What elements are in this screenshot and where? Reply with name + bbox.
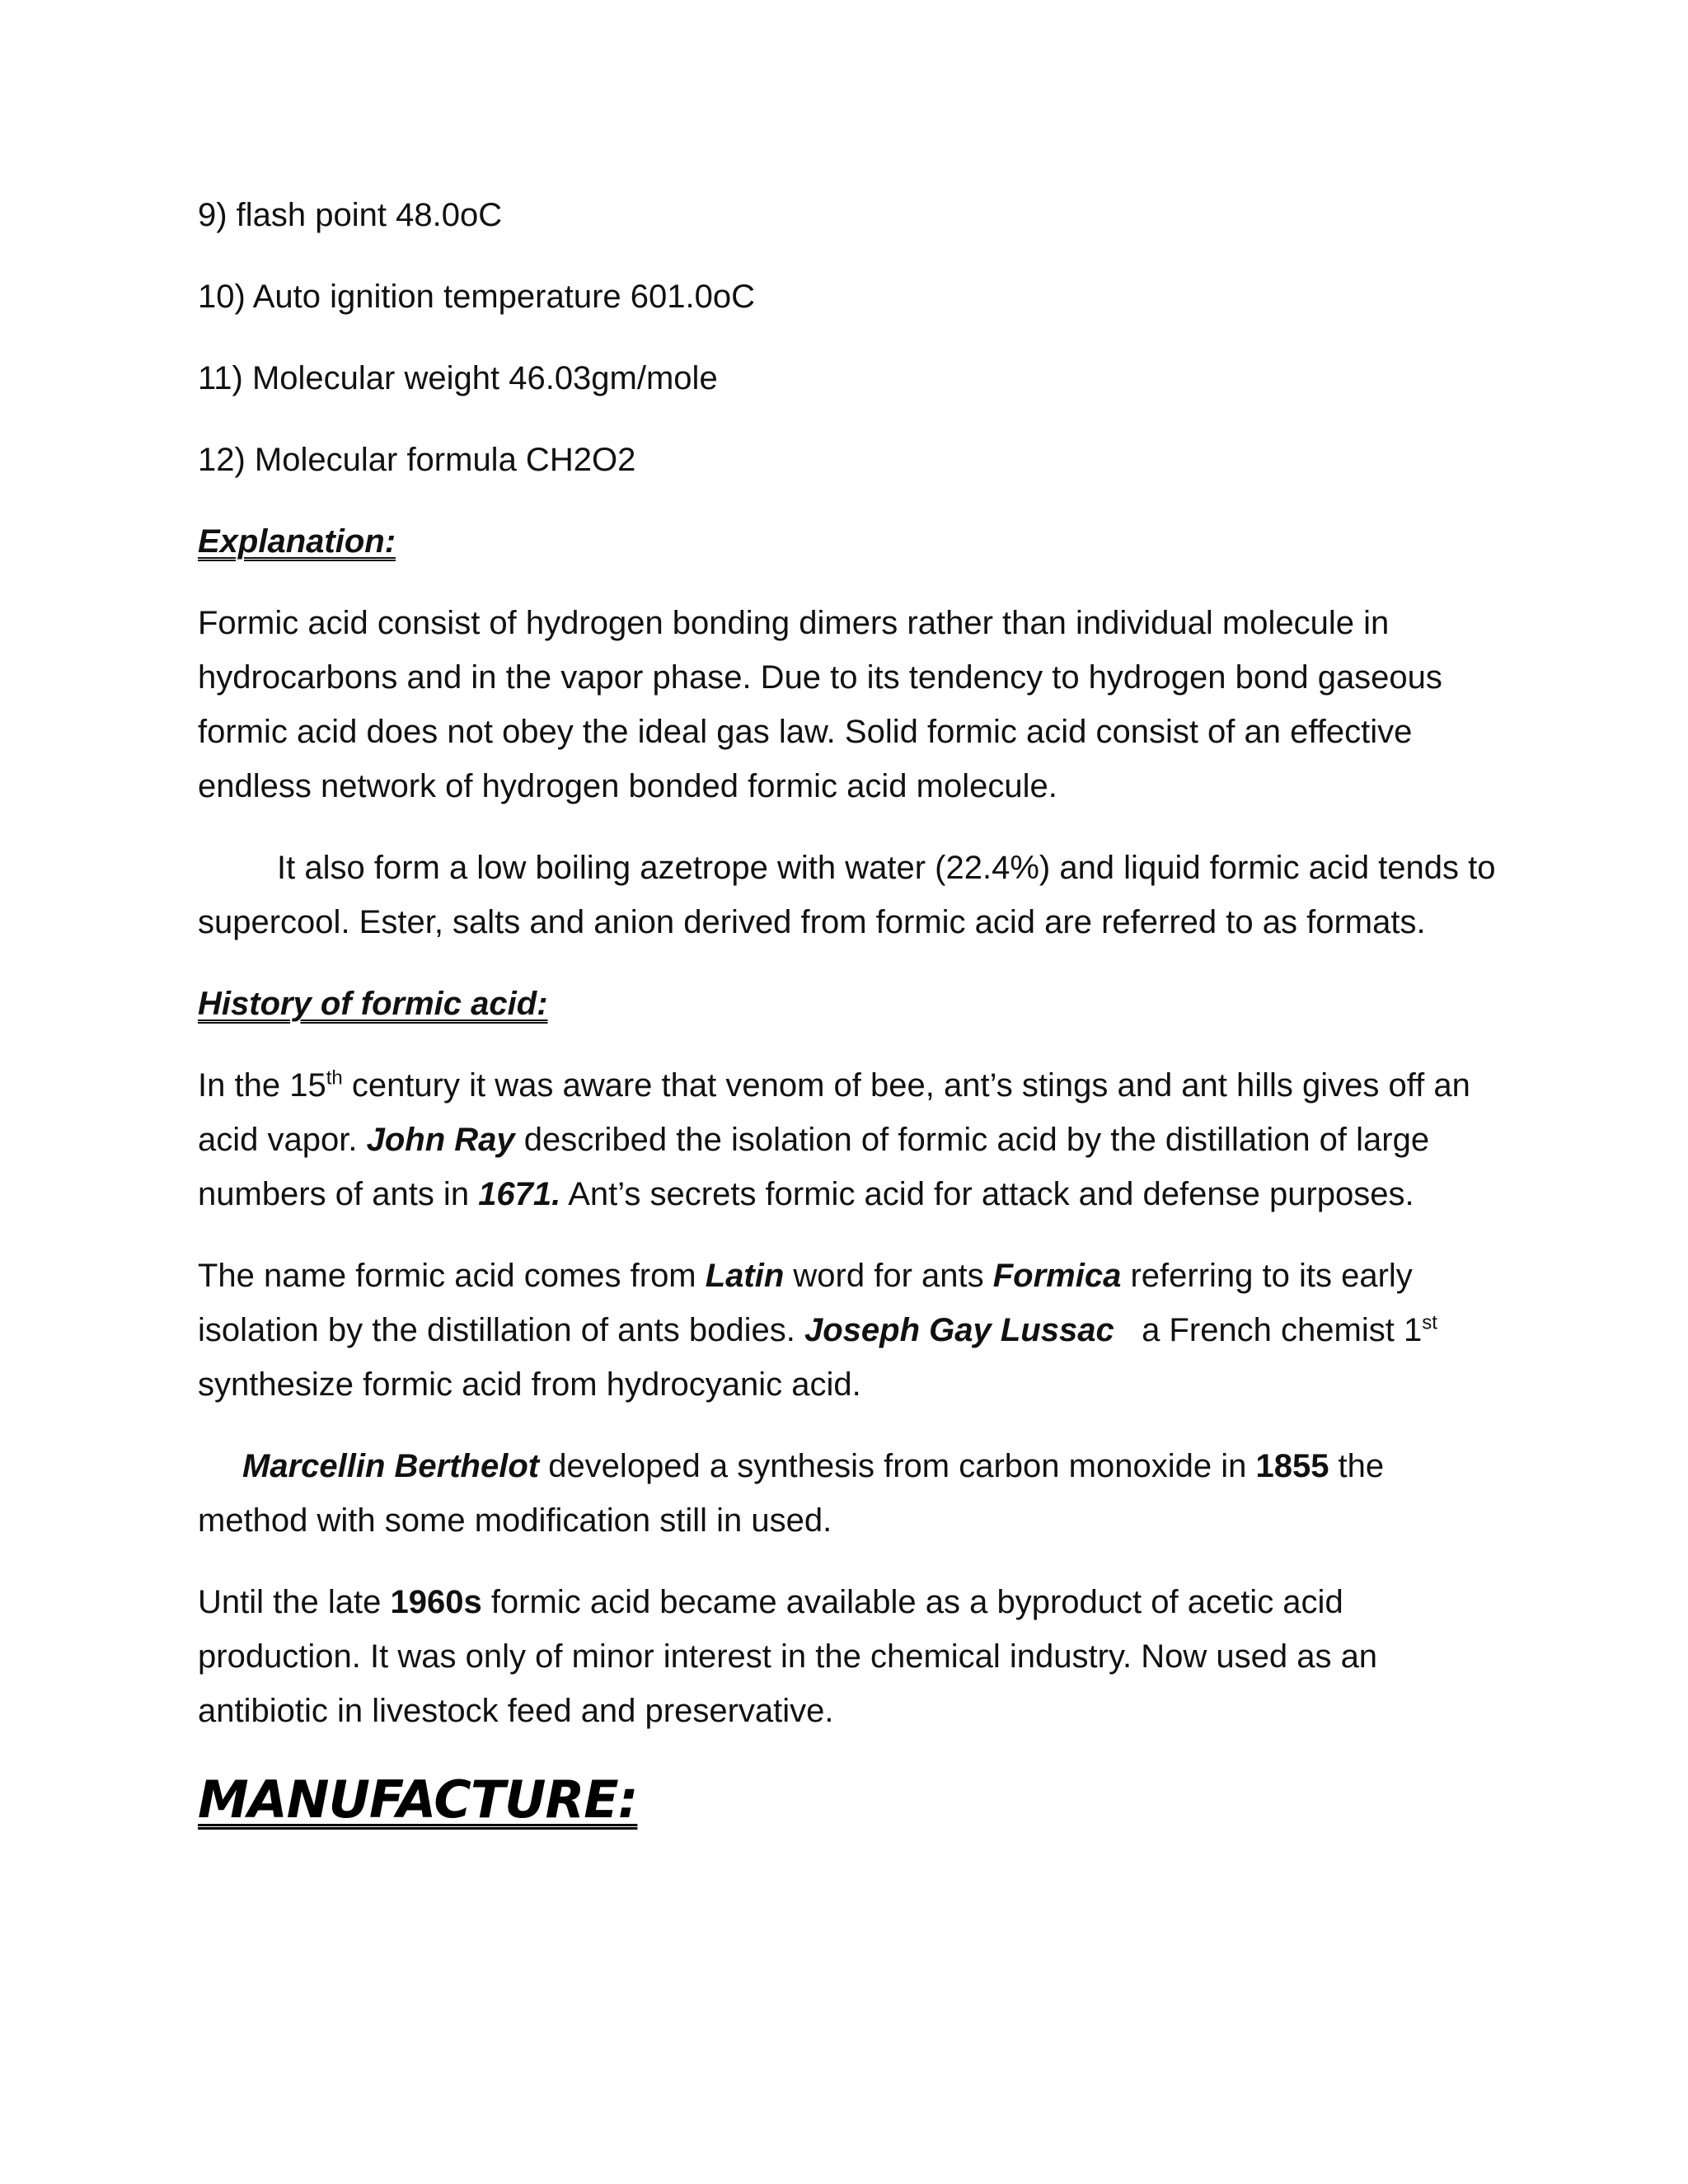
text-run: described the isolation of formic acid by the distillation of large numbers of ants in <box>198 1122 1430 1212</box>
explanation-heading: Explanation: <box>198 523 396 560</box>
property-molecular-formula: 12) Molecular formula CH2O2 <box>198 442 636 478</box>
text-run: developed a synthesis from carbon monoxide in <box>539 1448 1256 1484</box>
year: 1960s <box>390 1584 482 1620</box>
history-heading: History of formic acid: <box>198 986 548 1022</box>
person-name: Joseph Gay Lussac <box>804 1312 1114 1348</box>
text-run: Until the late <box>198 1584 391 1620</box>
year: 1671. <box>478 1176 561 1212</box>
text-run: century it was aware that venom of bee, ant’s stings and ant hills gives off an acid vapor. <box>198 1067 1470 1158</box>
person-name: Marcellin Berthelot <box>242 1448 540 1484</box>
emphasis-latin: Latin <box>705 1258 785 1294</box>
property-auto-ignition: 10) Auto ignition temperature 601.0oC <box>198 279 755 315</box>
history-paragraph-4 <box>198 1575 1500 1738</box>
property-molecular-weight: 11) Molecular weight 46.03gm/mole <box>198 360 718 396</box>
emphasis-formica: Formica <box>992 1258 1122 1294</box>
superscript: th <box>326 1066 343 1090</box>
explanation-paragraph-2: It also form a low boiling azetrope with water (22.4%) and liquid formic acid tends to supercool. Ester, salts and anion derived from formic acid are referred to as formats. <box>198 850 1496 940</box>
document-page <box>198 188 1500 1862</box>
text-run: formic acid became available as a byproduct of acetic acid production. It was only of minor interest in the chemical industry. Now used as an antibiotic in livestock feed and preservative. <box>198 1584 1378 1729</box>
text-run: Ant’s secrets formic acid for attack and defense purposes. <box>560 1176 1414 1212</box>
manufacture-heading: MANUFACTURE: <box>198 1769 638 1830</box>
year: 1855 <box>1255 1448 1329 1484</box>
history-paragraph-2 <box>198 1249 1500 1412</box>
text-run: In the 15 <box>198 1067 326 1104</box>
property-flash-point: 9) flash point 48.0oC <box>198 197 503 233</box>
explanation-paragraph-1: Formic acid consist of hydrogen bonding dimers rather than individual molecule in hydrocarbons and in the vapor phase. Due to its tendency to hydrogen bond gaseous formic acid does not obey the ideal gas law. Solid formic acid consist of an effective endless network of hydrogen bonded formic acid molecule. <box>198 605 1442 804</box>
text-run: The name formic acid comes from <box>198 1258 706 1294</box>
text-run: word for ants <box>784 1258 993 1294</box>
text-run: the method with some modification still in used. <box>198 1448 1385 1539</box>
history-paragraph-1 <box>198 1058 1500 1221</box>
text-run: a French chemist 1 <box>1114 1312 1423 1348</box>
history-paragraph-3 <box>198 1439 1500 1548</box>
text-run: referring to its early isolation by the distillation of ants bodies. <box>198 1258 1413 1348</box>
text-run: synthesize formic acid from hydrocyanic acid. <box>198 1366 861 1403</box>
person-name: John Ray <box>366 1122 515 1158</box>
superscript: st <box>1422 1311 1437 1334</box>
